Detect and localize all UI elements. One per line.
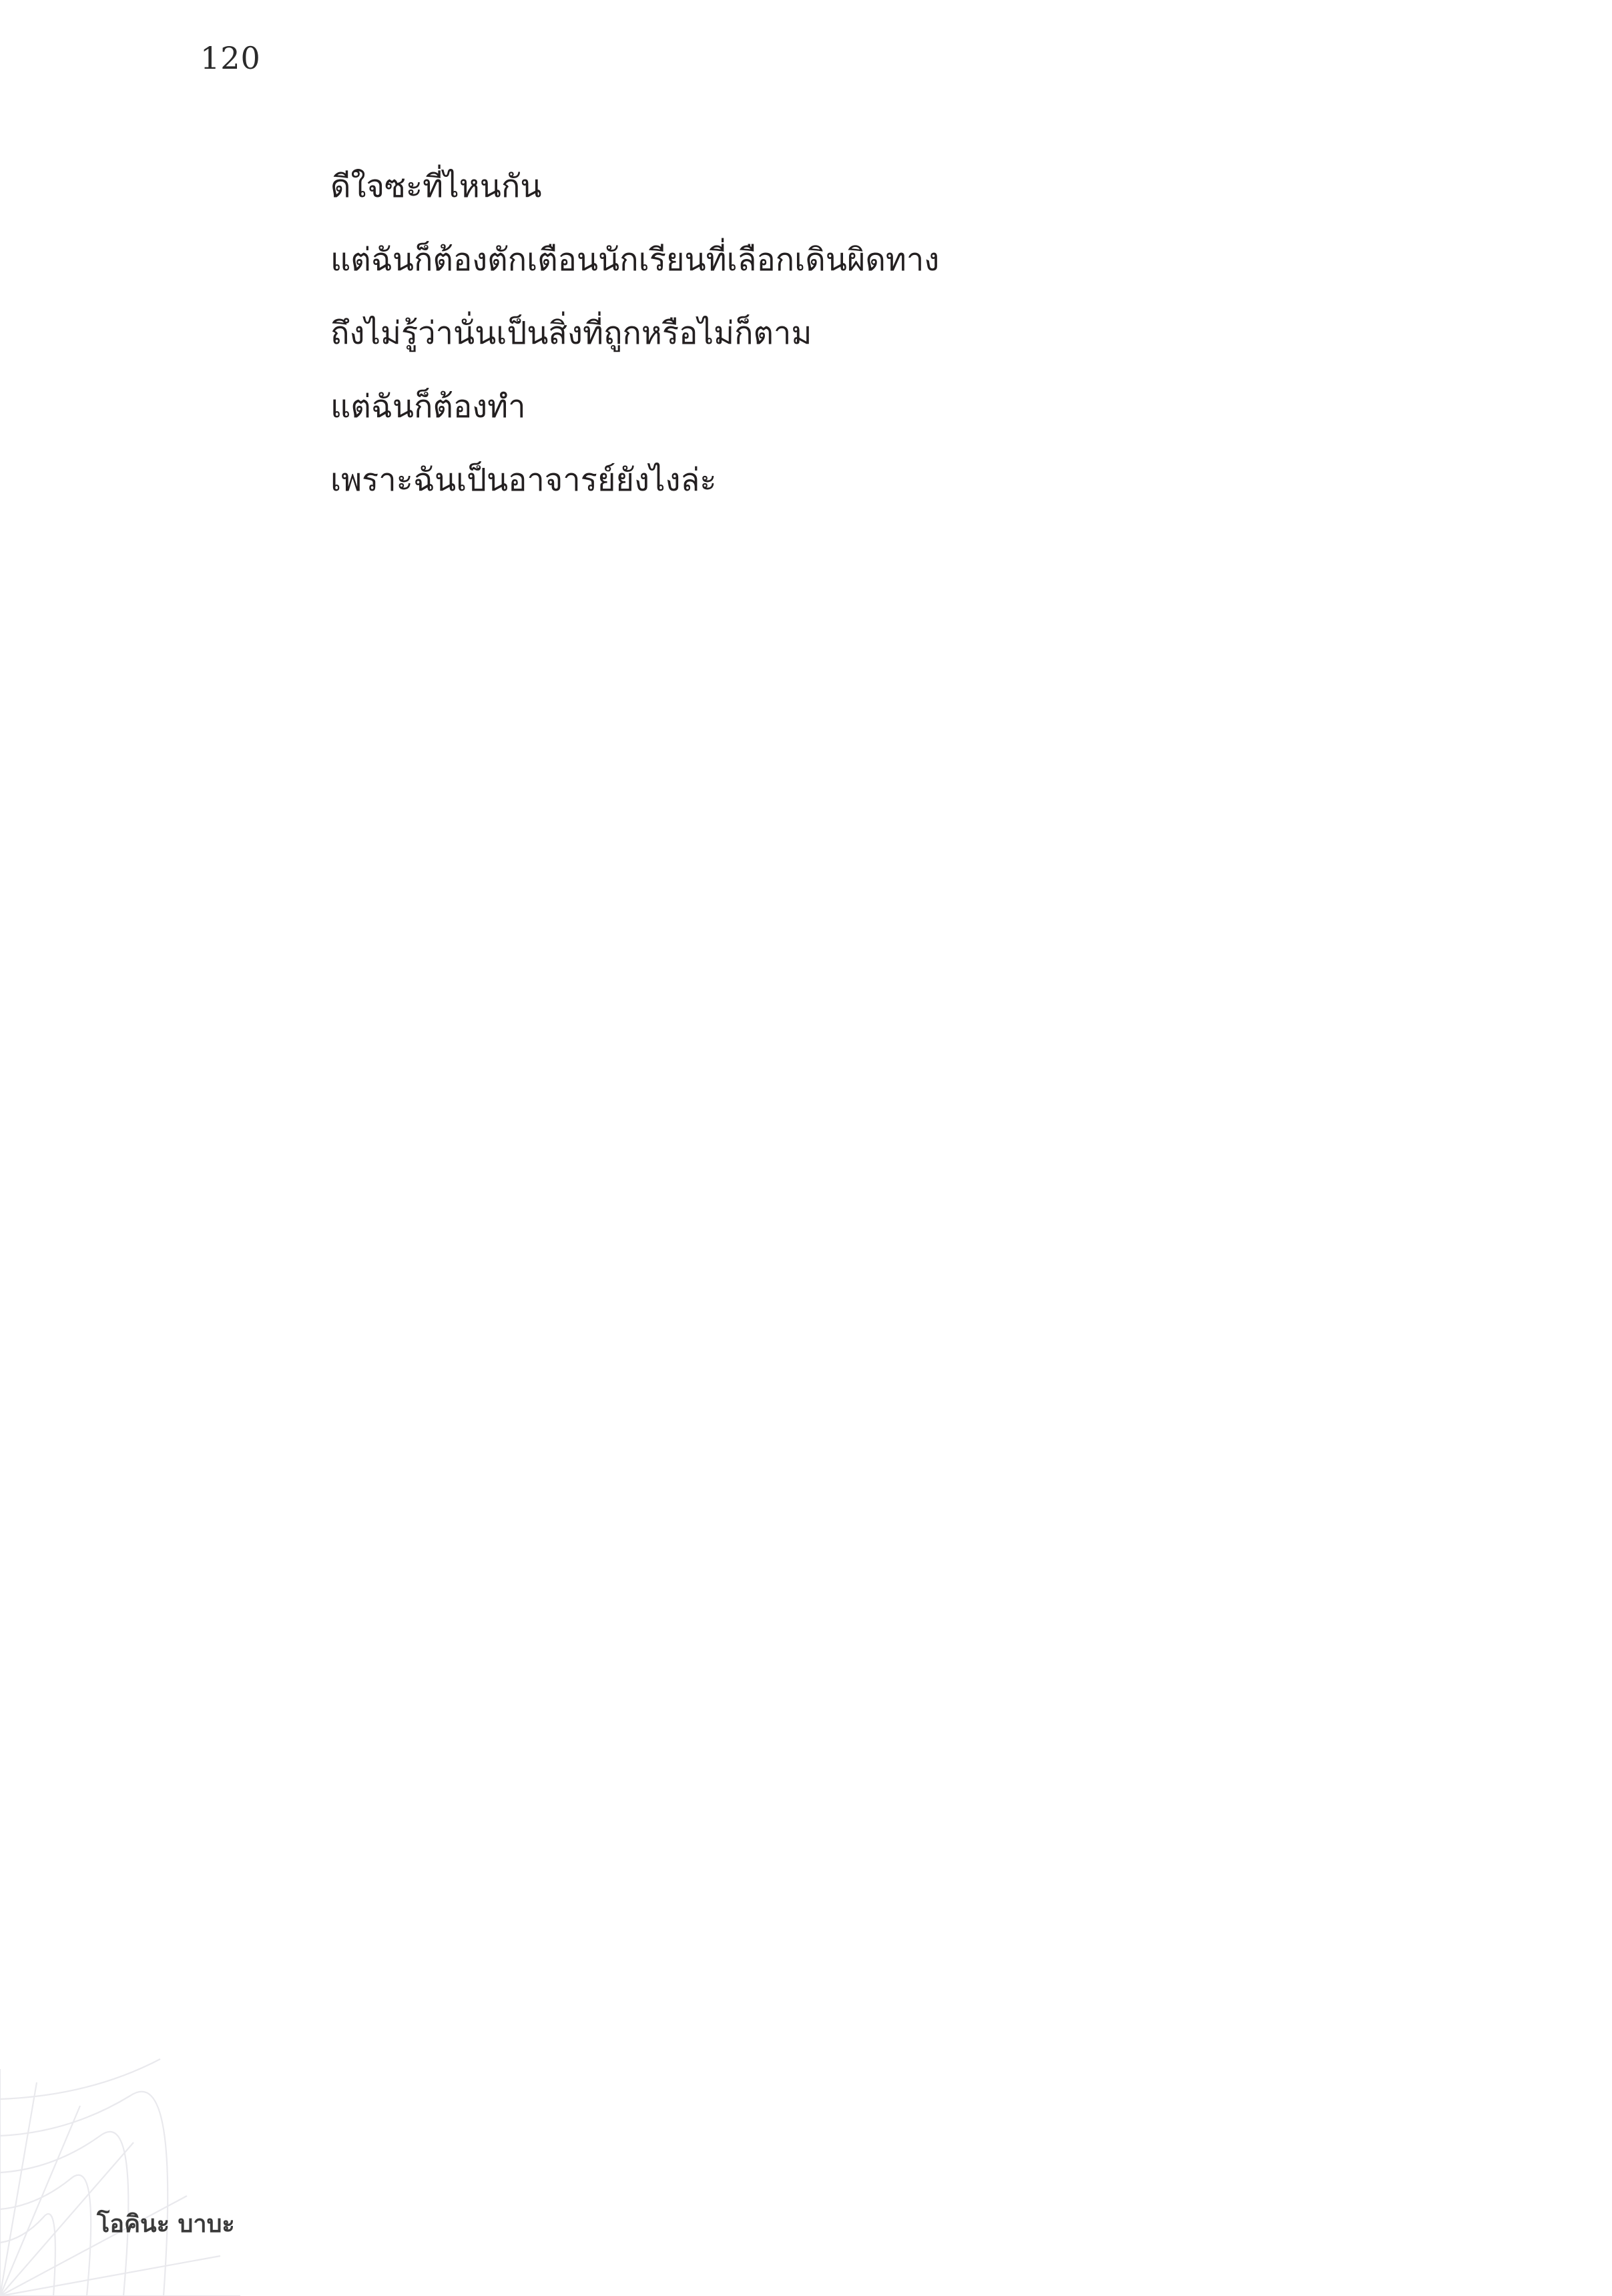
text-line: ถึงไม่รู้ว่านั่นเป็นสิ่งที่ถูกหรือไม่ก็ตาม [330, 315, 812, 352]
text-line: เพราะฉันเป็นอาจารย์ยังไงล่ะ [330, 462, 717, 499]
text-line: แต่ฉันก็ต้องตักเตือนนักเรียนที่เลือกเดินผิดทาง [330, 242, 940, 278]
text-line: แต่ฉันก็ต้องทำ [330, 388, 526, 425]
footer-author-label: โอคินะ บาบะ [97, 2211, 235, 2238]
spider-web-icon [0, 2042, 254, 2296]
body-text-block [330, 150, 1398, 517]
text-line: ดีใจซะที่ไหนกัน [330, 168, 542, 205]
page-number: 120 [200, 40, 261, 76]
